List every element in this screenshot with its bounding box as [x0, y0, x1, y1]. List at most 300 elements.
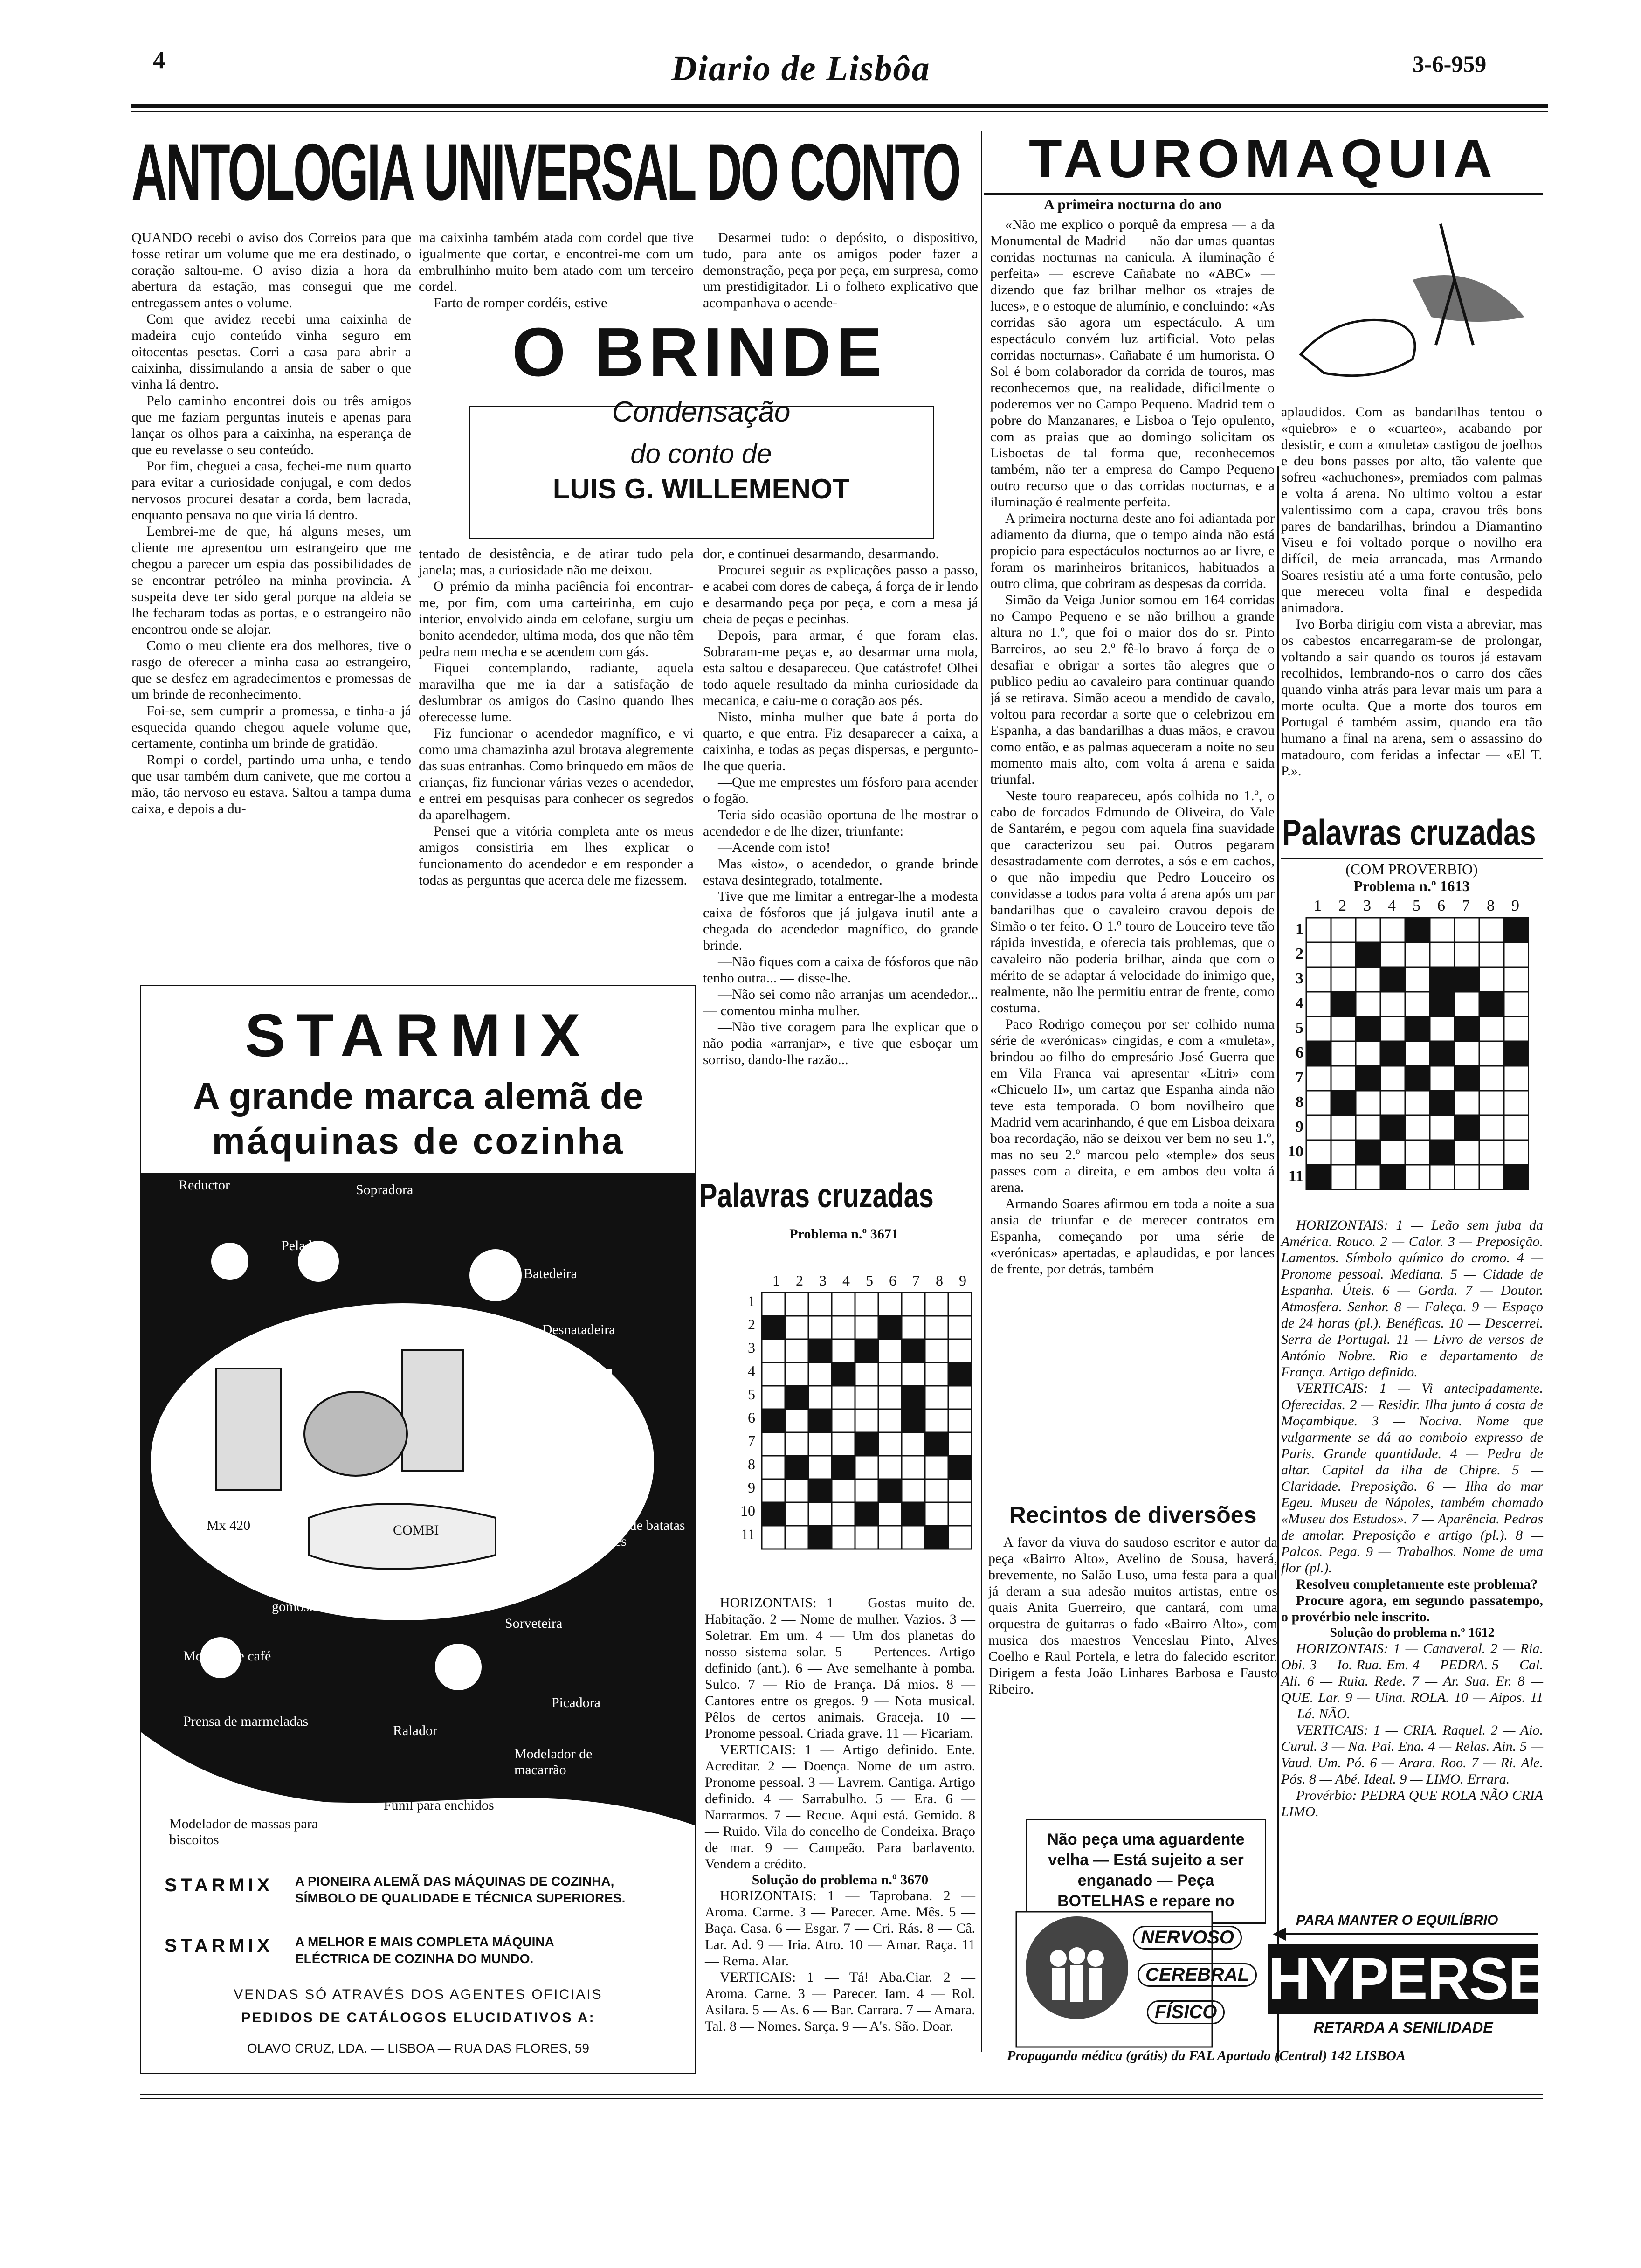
crossword-cell	[948, 1479, 972, 1502]
crossword-cell	[1331, 942, 1356, 967]
crossword-cell	[1331, 1066, 1356, 1091]
crossword-cell	[785, 1386, 808, 1409]
story-column-1	[131, 229, 411, 817]
story-paragraph: Foi-se, sem cumprir a promessa, e tinha-a já esquecida quando chegou aquele volume que, certamente, continha um brinde de gratidão.	[131, 703, 411, 751]
crossword-cell	[1306, 1115, 1331, 1140]
crossword-cell	[902, 1293, 925, 1316]
starmix-tagline: A grande marca alemã de	[193, 1075, 644, 1117]
crossword-problem-number: Problema n.º 3671	[789, 1226, 898, 1242]
crossword-cell	[902, 1409, 925, 1432]
crossword-cell	[1331, 1091, 1356, 1115]
crossword-cell	[1504, 1140, 1529, 1165]
clues-verticais: VERTICAIS: 1 — Artigo definido. Ente. Acreditar. 2 — Doença. Nome de um astro. Pronome pessoal. 3 — Lavrem. Cantiga. Artigo definido. 4 — Sarrabulho. 5 — Era. 6 — Narrarmos. 7 — Recue. Aqui está. Gemido. 8 — Ruido. Vila do concelho de Condeixa. Braço de mar. 9 — Campeão. Para barlavento. Vendem a crédito.	[705, 1742, 975, 1872]
row-number: 9	[748, 1479, 755, 1496]
crossword-right-grid	[1305, 917, 1529, 1190]
crossword-cell	[808, 1502, 832, 1526]
cape-icon	[1413, 275, 1524, 322]
crossword-cell	[1504, 918, 1529, 942]
crossword-cell	[925, 1409, 948, 1432]
crossword-cell	[878, 1339, 902, 1362]
bottom-rule	[140, 2094, 1543, 2095]
crossword-cell	[1306, 1016, 1331, 1041]
solution-horizontais: HORIZONTAIS: 1 — Canaveral. 2 — Ria. Obi. 3 — Io. Rua. Em. 4 — PEDRA. 5 — Cal. Ali. 6 — Ruia. Rede. 7 — Ar. Sua. Er. 8 — QUE. Lar. 9 — Uina. ROLA. 10 — Aipos. 11 — Lá. NÃO.	[1281, 1641, 1543, 1722]
crossword-cell	[855, 1362, 878, 1386]
col-number: 9	[959, 1272, 966, 1289]
starmix-pedidos: PEDIDOS DE CATÁLOGOS ELUCIDATIVOS A:	[241, 2010, 595, 2026]
crossword-cell	[1405, 918, 1430, 942]
crossword-cell	[1504, 942, 1529, 967]
crossword-cell	[878, 1293, 902, 1316]
col-number: 4	[1388, 897, 1396, 914]
row-number: 5	[748, 1386, 755, 1403]
crossword-cell	[925, 1339, 948, 1362]
crossword-cell	[785, 1409, 808, 1432]
mixer-bowl-icon	[304, 1392, 407, 1476]
col-number: 9	[1511, 897, 1519, 914]
crossword-cell	[878, 1362, 902, 1386]
row-number: 4	[748, 1362, 755, 1379]
article-paragraph: A primeira nocturna deste ano foi adiantada por adiamento da diurna, que o tempo ainda não está propicio para espectáculos nocturnos ao ar livre, e foram os marinheiros britanicos, habituados a outro clima, que cobriram as despesas da corrida.	[990, 511, 1275, 591]
crossword-cell	[1504, 1041, 1529, 1066]
crossword-cell	[878, 1502, 902, 1526]
tauromaquia-subtitle: A primeira nocturna do ano	[1043, 196, 1222, 213]
hypersex-ad	[1007, 1907, 1586, 2066]
crossword-cell	[762, 1293, 785, 1316]
starmix-slogan: ELÉCTRICA DE COZINHA DO MUNDO.	[295, 1951, 534, 1966]
row-number: 7	[1296, 1069, 1303, 1086]
hypersex-brand: HYPERSEX	[1268, 1944, 1538, 2014]
story-paragraph: Mas «isto», o acendedor, o grande brinde estava desintegrado, totalmente.	[703, 856, 978, 888]
crossword-cell	[762, 1386, 785, 1409]
crossword-cell	[832, 1479, 855, 1502]
story-paragraph: Farto de romper cordéis, estive	[434, 295, 607, 311]
question-2: Procure agora, em segundo passatempo, o provérbio nele inscrito.	[1281, 1593, 1543, 1625]
crossword-cell	[785, 1526, 808, 1549]
crossword-cell	[808, 1479, 832, 1502]
col-number: 3	[819, 1272, 827, 1289]
starmix-label-sorveteira: Sorveteira	[505, 1616, 563, 1631]
crossword-cell	[832, 1293, 855, 1316]
crossword-cell	[925, 1432, 948, 1456]
starmix-label-funil: Funil para enchidos	[384, 1798, 494, 1813]
crossword-cell	[878, 1526, 902, 1549]
crossword-cell	[902, 1479, 925, 1502]
starmix-label-combi: COMBI	[393, 1522, 439, 1538]
story-paragraph: Com que avidez recebi uma caixinha de madeira cujo conteúdo vinha seguro em oitocentas pesetas. Corri a casa para abrir a caixinha, dissimulando a ansia de saber o que vinha lá dentro.	[131, 311, 411, 392]
story-title: O BRINDE	[512, 314, 887, 391]
crossword-cell	[1380, 1041, 1405, 1066]
article-paragraph: «Não me explico o porquê da empresa — a da Monumental de Madrid — não dar umas quantas corridas nocturnas na canicula. A iluminação é perfeita» — escreve Cañabate no «ABC» — dizendo que faz brilhar melhor os «trajes de luces», e o estoque de alumínio, e concluindo: «As corridas são agora um espectáculo. A um espectáculo convém luz artificial. Voto pelas corridas nocturnas». Cañabate é um humorista. O Sol é bom colaborador da corrida de touros, mas reconhecemos que, na realidade, dificilmente o poderemos ver no Campo Pequeno. Madrid tem o pobre do Manzanares, e Lisboa o Tejo opulento, com as praias que ao domingo solicitam os Lisboetas de tal forma que, reconhecemos também, não ter a empresa do Campo Pequeno outro recurso que o das corridas nocturnas, e a iluminação é realmente perfeita.	[990, 217, 1275, 510]
starmix-label-modelador-macarrao: Modelador de macarrão	[514, 1746, 593, 1777]
starmix-ad	[140, 985, 696, 2074]
crossword-cell	[762, 1362, 785, 1386]
crossword-cell	[1504, 1115, 1529, 1140]
clues-horizontais: HORIZONTAIS: 1 — Gostas muito de. Habitação. 2 — Nome de mulher. Vazios. 3 — Soletrar. Em um. 4 — Um dos planetas do nosso sistema solar. 5 — Pertences. Artigo definido (ant.). 6 — Ave semelhante à pomba. Sulco. 7 — Rio de França. Dá mios. 8 — Cantores entre os gregos. 9 — Nota musical. Pêlos de certos animais. Graceja. 10 — Pronome pessoal. Criada grave. 11 — Ficariam.	[705, 1595, 975, 1741]
crossword-cell	[1430, 1115, 1455, 1140]
question-1: Resolveu completamente este problema?	[1296, 1577, 1538, 1592]
crossword-cell	[878, 1386, 902, 1409]
starmix-label-reductor: Reductor	[179, 1177, 230, 1193]
col-number: 1	[772, 1272, 780, 1289]
crossword-cell	[1504, 1091, 1529, 1115]
col-number: 8	[1487, 897, 1495, 914]
crossword-cell	[808, 1409, 832, 1432]
crossword-cell	[1430, 918, 1455, 942]
story-paragraph: tentado de desistência, e de atirar tudo pela janela; mas, a curiosidade não me deixou.	[419, 546, 694, 578]
row-number: 4	[1296, 995, 1303, 1012]
crossword-cell	[1430, 992, 1455, 1016]
crossword-cell	[1479, 918, 1504, 942]
crossword-cell	[785, 1339, 808, 1362]
crossword-cell	[1430, 1140, 1455, 1165]
starmix-label-ralador: Ralador	[393, 1723, 437, 1738]
crossword-cell	[902, 1432, 925, 1456]
crossword-cell	[1380, 1115, 1405, 1140]
crossword-cell	[1479, 1115, 1504, 1140]
row-number: 11	[741, 1526, 755, 1542]
starmix-label-sopradora: Sopradora	[356, 1182, 414, 1197]
starmix-label-picadora: Picadora	[552, 1695, 600, 1710]
crossword-cell	[948, 1456, 972, 1479]
crossword-cell	[1380, 918, 1405, 942]
solution-title: Solução do problema n.º 1612	[1330, 1625, 1495, 1640]
story-paragraph: —Acende com isto!	[718, 840, 831, 855]
crossword-cell	[1331, 1041, 1356, 1066]
crossword-cell	[1306, 1165, 1331, 1189]
crossword-cell	[1455, 1115, 1479, 1140]
crossword-cell	[948, 1432, 972, 1456]
recintos-text: A favor da viuva do saudoso escritor e autor da peça «Bairro Alto», Avelino de Sousa, haverá, brevemente, no Salão Luso, uma festa para a qual já deram a sua adesão muitos artistas, entre os quais Anita Guerreiro, que cantará, com uma orquestra de guitarras o fado «Bairro Alto», com musica dos maestros Venceslau Pinto, Alves Coelho e Raul Portela, e letra do falecido escritor. Dirigem a festa João Linhares Barbosa e Fausto Ribeiro.	[988, 1535, 1277, 1697]
blender-jar-icon	[216, 1369, 281, 1490]
clues-verticais: VERTICAIS: 1 — Vi antecipadamente. Oferecidas. 2 — Residir. Ilha junto á costa de Moçambique. 3 — Nociva. Nome que vulgarmente se dá ao comboio expresso de Paris. Grande quantidade. 4 — Pedra de altar. Capital da ilha de Chipre. 5 — Claridade. Preposição. 6 — Ilha do mar Egeu. Museu de Nápoles, também chamado «Museu dos Estudos». 7 — Aparência. Pedras de amolar. Preposição e artigo (pl.). 8 — Palcos. Pega. 9 — Trabalhos. Nome de uma flor (pl.).	[1281, 1381, 1543, 1576]
row-number: 11	[1288, 1168, 1303, 1185]
crossword-left-row-numbers	[727, 1293, 755, 1549]
story-paragraph: Por fim, cheguei a casa, fechei-me num quarto para evitar a curiosidade conjugal, e com dedos nervosos procurei desatar a corda, bem lacrada, enquanto pensava no que viria lá dentro.	[131, 458, 411, 523]
row-number: 3	[1296, 970, 1303, 987]
aguardente-text: Não peça uma aguardente velha — Está sujeito a ser enganado — Peça BOTELHAS e repare no	[1047, 1831, 1245, 1910]
crossword-cell	[832, 1339, 855, 1362]
crossword-cell	[1356, 1165, 1380, 1189]
crossword-cell	[832, 1526, 855, 1549]
row-number: 10	[1288, 1143, 1303, 1160]
article-paragraph: Neste touro reapareceu, após colhida no 1.º, o cabo de forcados Edmundo de Oliveira, do Vale de Santarém, e pegou com aquela fina suavidade que caracterizou seu pai. Outros pegaram desastradamente com derrotes, a sós e em cachos, o que não impediu que Pedro Louceiro os convidasse a todos para volta á arena após um par bandarilhas que o cavaleiro cravou depois de Simão o ter feito. O 1.º touro de Louceiro teve tão rápida investida, e oferecia tais problemas, que o cavaleiro não poderia brilhar, ainda que com o mérito de se adaptar á velocidade do inimigo que, realmente, não lhe permitiu entrar de frente, como costuma.	[990, 788, 1275, 1016]
section-headline: ANTOLOGIA UNIVERSAL DO CONTO	[131, 127, 959, 217]
crossword-cell	[762, 1316, 785, 1339]
crossword-cell	[1405, 1041, 1430, 1066]
starmix-slogan: A PIONEIRA ALEMÃ DAS MÁQUINAS DE COZINHA,	[295, 1874, 614, 1888]
starmix-label-centrifugador: Centrifugador de sumos	[552, 1452, 647, 1484]
story-paragraph: Desarmei tudo: o depósito, o dispositivo, tudo, para ante os amigos poder fazer a demonstração, peça por peça, em surpresa, como um prestidigitador. Li o folheto explicativo que acompanhava o acende-	[703, 230, 978, 311]
crossword-cell	[1331, 1140, 1356, 1165]
crossword-cell	[785, 1432, 808, 1456]
crossword-cell	[1306, 1140, 1331, 1165]
article-paragraph: Paco Rodrigo começou por ser colhido numa série de «verónicas» cingidas, e com a «muleta», brindou ao filho do empresário José Guerra que em Vila Franca vai apresentar «Litri» com «Chicuelo II», um cartaz que Espanha ainda não teve esta temporada. O bom novilheiro que Madrid vem acarinhando, é que em Lisboa deixara boa recordação, não se deixou ver bem no seu 1.º, mas no seu 2.º marcou pelo «temple» dos seus passes com a direita, e em ambos deu volta á arena.	[990, 1016, 1275, 1195]
col-number: 7	[1462, 897, 1470, 914]
crossword-cell	[925, 1479, 948, 1502]
crossword-cell	[1479, 1066, 1504, 1091]
starmix-label-batedeira: Batedeira	[524, 1266, 577, 1281]
sorveteira-icon	[435, 1644, 482, 1690]
crossword-cell	[902, 1526, 925, 1549]
col-number: 1	[1314, 897, 1322, 914]
story-paragraph: —Não sei como não arranjas um acendedor... — comentou minha mulher.	[703, 987, 978, 1018]
crossword-cell	[832, 1386, 855, 1409]
story-paragraph: Fiz funcionar o acendedor magnífico, e vi como uma chamazinha azul brotava alegremente das suas entranhas. Como brinquedo em mãos de crianças, fiz funcionar várias vezes o acendedor, e entrei em pesquisas para conhecer os segredos da aparelhagem.	[419, 726, 694, 823]
crossword-cell	[832, 1316, 855, 1339]
crossword-cell	[762, 1502, 785, 1526]
solution-verticais: VERTICAIS: 1 — Tá! Aba.Ciar. 2 — Aroma. Carne. 3 — Parecer. Iam. 4 — Rol. Asilara. 5 — As. 6 — Bar. Carrara. 7 — Amara. Tal. 8 — Nomes. Sarça. 9 — A's. São. Doar.	[705, 1970, 975, 2034]
bottom-rule	[140, 2098, 1543, 2099]
crossword-cell	[948, 1409, 972, 1432]
story-paragraph: —Que me emprestes um fósforo para acender o fogão.	[703, 774, 978, 806]
story-paragraph: Como o meu cliente era dos melhores, tive o rasgo de oferecer a minha casa ao estrangeiro, que se desfez em agradecimentos e promessas de um brinde de reconhecimento.	[131, 638, 411, 702]
hypersex-nervoso: NERVOSO	[1133, 1926, 1242, 1950]
story-paragraph: Nisto, minha mulher que bate á porta do quarto, e que entra. Fiz desaparecer a caixa, a caixinha, e todas as peças dispersas, e pergunto-lhe que queria.	[703, 709, 978, 774]
crossword-cell	[1405, 1016, 1430, 1041]
tauromaquia-column-2	[1281, 404, 1542, 779]
row-number: 1	[748, 1293, 755, 1309]
row-number: 8	[748, 1456, 755, 1473]
starmix-label-modelador-massas: Modelador de massas para biscoitos	[169, 1816, 318, 1847]
crossword-cell	[1504, 1016, 1529, 1041]
crossword-cell	[832, 1362, 855, 1386]
starmix-slogan: SÍMBOLO DE QUALIDADE E TÉCNICA SUPERIORES.	[295, 1891, 626, 1905]
story-paragraph: Pelo caminho encontrei dois ou três amigos que me faziam perguntas inuteis e apenas para lançar os olhos para a caixinha, na esperança de que eu revelasse o seu conteúdo.	[131, 393, 411, 457]
crossword-cell	[808, 1456, 832, 1479]
starmix-brand: STARMIX	[245, 1001, 592, 1069]
crossword-cell	[1380, 942, 1405, 967]
col-number: 2	[796, 1272, 803, 1289]
crossword-cell	[1405, 1091, 1430, 1115]
crossword-cell	[1455, 942, 1479, 967]
row-number: 6	[748, 1409, 755, 1426]
crossword-cell	[808, 1386, 832, 1409]
crossword-cell	[785, 1316, 808, 1339]
crossword-cell	[1331, 992, 1356, 1016]
crossword-cell	[855, 1502, 878, 1526]
crossword-cell	[785, 1362, 808, 1386]
crossword-cell	[1430, 1091, 1455, 1115]
story-paragraph: QUANDO recebi o aviso dos Correios para que fosse retirar um volume que me era destinado, o coração saltou-me. O aviso dizia a hora da abertura da estação, mas consegui que me entregassem antes o volume.	[131, 230, 411, 311]
crossword-cell	[1331, 1115, 1356, 1140]
do-conto-label: do conto de	[630, 439, 772, 469]
crossword-cell	[1380, 1066, 1405, 1091]
crossword-left-grid	[761, 1292, 975, 1551]
story-paragraph: ma caixinha também atada com cordel que tive igualmente que cortar, e encontrei-me com um embrulhinho muito bem atado com um terceiro cordel.	[419, 230, 694, 294]
column-divider	[981, 131, 982, 2052]
crossword-cell	[1455, 1041, 1479, 1066]
crossword-cell	[925, 1526, 948, 1549]
col-number: 5	[1413, 897, 1420, 914]
arrow-left-icon	[1273, 1928, 1286, 1941]
arrow-line	[1286, 1933, 1538, 1935]
crossword-cell	[902, 1502, 925, 1526]
starmix-label-prensa: Prensa de marmeladas	[183, 1714, 309, 1729]
author-name: LUIS G. WILLEMENOT	[552, 473, 850, 505]
crossword-cell	[1331, 967, 1356, 992]
solution-title: Solução do problema n.º 3670	[752, 1872, 929, 1888]
starmix-label-cortadora: Cortadora de batatas e legumes	[570, 1518, 685, 1549]
tauromaquia-rule	[984, 193, 1543, 195]
solution-horizontais: HORIZONTAIS: 1 — Taprobana. 2 — Aroma. Carme. 3 — Parecer. Ame. Mês. 5 — Baça. Casa. 6 — Esgar. 7 — Cri. Rás. 8 — Câ. Lar. Ad. 9 — Iria. Atro. 10 — Amar. Raça. 11 — Rema. Alar.	[705, 1888, 975, 1969]
crossword-left-clues	[705, 1595, 975, 2034]
crossword-cell	[855, 1316, 878, 1339]
crossword-cell	[1380, 967, 1405, 992]
crossword-cell	[878, 1432, 902, 1456]
article-paragraph: Ivo Borba dirigiu com vista a abreviar, mas os cabestos encarregaram-se de prolongar, voltando a sair quando os touros já estavam recolhidos, lembrando-nos o carro dos cães quando vinha atrás para levar mais um para a morte oculta. Que a morte dos touros em Portugal é também assim, quando era tão humano a final na arena, sem o assassino do matadouro, com feridas a infectar — «El T. P.».	[1281, 616, 1542, 779]
crossword-cell	[902, 1362, 925, 1386]
starmix-label-desnatadeira: Desnatadeira	[542, 1322, 615, 1337]
story-column-2-top	[419, 229, 694, 311]
col-number: 4	[842, 1272, 850, 1289]
crossword-cell	[1380, 1091, 1405, 1115]
crossword-cell	[1479, 1041, 1504, 1066]
crossword-cell	[1380, 1016, 1405, 1041]
article-paragraph: Armando Soares afirmou em toda a noite a sua ansia de triunfar e de merecer contratos em Espanha, começando por uma série de «verónicas» apertadas, e aplaudidas, e por lances de frente, por detrás, também	[990, 1196, 1275, 1277]
story-paragraph: Lembrei-me de que, há alguns meses, um cliente me apresentou um estrangeiro que me chegou a parecer um espia das possibilidades de se encontrar petróleo na minha provincia. A suspeita deve ter sido geral porque na aldeia se lhe fecharam todas as portas, e o estrangeiro não encontrou onde se alojar.	[131, 524, 411, 637]
crossword-cell	[855, 1479, 878, 1502]
crossword-cell	[902, 1339, 925, 1362]
crossword-cell	[1430, 967, 1455, 992]
proverbio: Provérbio: PEDRA QUE ROLA NÃO CRIA LIMO.	[1281, 1788, 1543, 1819]
desnatadeira-icon	[561, 1369, 612, 1406]
crossword-cell	[855, 1339, 878, 1362]
article-paragraph: Simão da Veiga Junior somou em 164 corridas no Campo Pequeno e se não brilhou a grande altura no 1.º, que foi o maior dos do sr. Pinto Barreiros, ao seu 2.º fê-lo bravo á força de o desafiar e obrigar a sortes tão alegres que o publico pediu ao cavaleiro para continuar quando já se retirava. Simão aceou a mendido de cavalo, voltou para recordar a sorte que o celebrizou em Espanha, a das bandarilhas a duas mãos, e cravou como então, e as palmas aqueceram a noite no seu momento mais alto, com volta á arena e saida triunfal.	[990, 592, 1275, 787]
crossword-cell	[1306, 918, 1331, 942]
row-number: 7	[748, 1432, 755, 1449]
col-number: 2	[1338, 897, 1346, 914]
crossword-cell	[1455, 992, 1479, 1016]
crossword-cell	[948, 1502, 972, 1526]
crossword-cell	[1331, 1165, 1356, 1189]
crossword-cell	[855, 1386, 878, 1409]
story-paragraph: Depois, para armar, é que foram elas. Sobraram-me peças e, ao desarmar uma mola, esta saltou e desapareceu. Que catástrofe! Olhei todo aquele resultado da minha curiosidade da mecanica, e caiu-me o coração aos pés.	[703, 628, 978, 708]
story-paragraph: O prémio da minha paciência foi encontrar-me, por fim, com uma carteirinha, em cujo interior, envolvido ainda em celofane, surgiu um bonito acendedor, ultima moda, dos que não têm pedra nem mecha e se acendem com gás.	[419, 579, 694, 659]
crossword-cell	[1479, 1165, 1504, 1189]
crossword-cell	[1405, 1066, 1430, 1091]
story-paragraph: Tive que me limitar a entregar-lhe a modesta caixa de fósforos que já julgava inutil ante a chegada do acendedor magnífico, do grande brinde.	[703, 889, 978, 953]
condensacao-label: Condensação	[612, 396, 791, 428]
crossword-cell	[925, 1502, 948, 1526]
crossword-cell	[925, 1316, 948, 1339]
crossword-cell	[902, 1316, 925, 1339]
crossword-cell	[1504, 1165, 1529, 1189]
tauromaquia-column-1	[990, 216, 1275, 1277]
crossword-cell	[832, 1502, 855, 1526]
crossword-cell	[925, 1456, 948, 1479]
crossword-right-clues	[1281, 1217, 1543, 1820]
crossword-cell	[948, 1526, 972, 1549]
crossword-cell	[808, 1362, 832, 1386]
crossword-cell	[1455, 967, 1479, 992]
crossword-cell	[1356, 918, 1380, 942]
starmix-label-espremedor: Espremedor de frutos gomosos	[272, 1583, 393, 1614]
crossword-cell	[785, 1456, 808, 1479]
crossword-cell	[1455, 1165, 1479, 1189]
crossword-cell	[1479, 1091, 1504, 1115]
crossword-cell	[1380, 1165, 1405, 1189]
crossword-cell	[1356, 1115, 1380, 1140]
crossword-cell	[855, 1526, 878, 1549]
crossword-cell	[1356, 1016, 1380, 1041]
col-number: 6	[889, 1272, 896, 1289]
crossword-cell	[1356, 942, 1380, 967]
article-paragraph: aplaudidos. Com as bandarilhas tentou o «quiebro» e o «cuarteo», acabando por desistir, e com a «muleta» castigou de joelhos e deu bons passes por alto, tão valente que sofreu «achuchones», premiados com palmas e volta á arena. No ultimo voltou a estar valentissimo com a capa, cravou três bons pares de bandarilhas, brindou a Diamantino Viseu e foi voltado porque o novilho era difícil, de meia arrancada, mas Armando Soares resistiu até a uma forte contusão, pelo que mereceu volta final e despedida animadora.	[1281, 404, 1542, 615]
crossword-right-col-numbers	[1305, 897, 1528, 915]
crossword-cell	[762, 1409, 785, 1432]
crossword-cell	[948, 1339, 972, 1362]
crossword-cell	[855, 1293, 878, 1316]
crossword-cell	[1380, 992, 1405, 1016]
solution-verticais: VERTICAIS: 1 — CRIA. Raquel. 2 — Aio. Curul. 3 — Na. Pai. Ena. 4 — Relas. Ain. 5 — Vaud. Um. Pó. 6 — Arara. Roo. 7 — Ri. Ale. Pós. 8 — Abé. Ideal. 9 — LIMO. Errara.	[1281, 1722, 1543, 1787]
bullfighter-illustration	[1282, 205, 1543, 396]
crossword-cell	[948, 1386, 972, 1409]
crossword-cell	[925, 1293, 948, 1316]
crossword-cell	[1356, 1140, 1380, 1165]
crossword-cell	[878, 1409, 902, 1432]
story-column-3-bottom	[703, 546, 978, 1068]
crossword-cell	[762, 1432, 785, 1456]
tauromaquia-title: TAUROMAQUIA	[1028, 128, 1498, 189]
crossword-cell	[925, 1362, 948, 1386]
crossword-cell	[762, 1526, 785, 1549]
starmix-label-peladora: Peladora	[281, 1238, 330, 1253]
crossword-cell	[902, 1386, 925, 1409]
story-paragraph: dor, e continuei desarmando, desarmando.	[703, 546, 939, 561]
story-paragraph: Fiquei contemplando, radiante, aquela maravilha que me ia dar a satisfação de deslumbrar os amigos do Casino quando lhes oferecesse lume.	[419, 660, 694, 725]
crossword-cell	[832, 1432, 855, 1456]
crossword-cell	[1405, 1165, 1430, 1189]
crossword-right-row-numbers	[1285, 917, 1303, 1189]
row-number: 8	[1296, 1093, 1303, 1111]
crossword-cell	[1306, 942, 1331, 967]
row-number: 5	[1296, 1019, 1303, 1037]
story-column-2-bottom	[419, 546, 694, 888]
crossword-cell	[1356, 967, 1380, 992]
crossword-cell	[1380, 1140, 1405, 1165]
crossword-cell	[1479, 942, 1504, 967]
crossword-cell	[808, 1293, 832, 1316]
starmix-vendas: VENDAS SÓ ATRAVÉS DOS AGENTES OFICIAIS	[234, 1987, 603, 2002]
blender-jar-icon	[402, 1350, 463, 1471]
crossword-cell	[1430, 1066, 1455, 1091]
crossword-cell	[1356, 992, 1380, 1016]
crossword-cell	[1479, 1016, 1504, 1041]
crossword-cell	[948, 1362, 972, 1386]
crossword-cell	[1306, 967, 1331, 992]
crossword-cell	[785, 1293, 808, 1316]
crossword-cell	[1331, 1016, 1356, 1041]
story-paragraph: Procurei seguir as explicações passo a passo, e acabei com dores de cabeça, á força de ir lendo e desarmando peça por peça, e com a mesa já cheia de peças e pecinhas.	[703, 562, 978, 627]
crossword-cell	[1356, 1041, 1380, 1066]
hypersex-cerebral: CEREBRAL	[1138, 1963, 1257, 1987]
crossword-cell	[1479, 992, 1504, 1016]
starmix-label-mx420: Mx 420	[207, 1518, 251, 1533]
crossword-cell	[1306, 1041, 1331, 1066]
crossword-cell	[832, 1409, 855, 1432]
crossword-cell	[808, 1339, 832, 1362]
crossword-cell	[1455, 1091, 1479, 1115]
crossword-cell	[948, 1316, 972, 1339]
crossword-cell	[1306, 1091, 1331, 1115]
crossword-rule	[1281, 858, 1543, 859]
crossword-cell	[902, 1456, 925, 1479]
crossword-cell	[878, 1479, 902, 1502]
crossword-cell	[762, 1479, 785, 1502]
hypersex-retarda: RETARDA A SENILIDADE	[1313, 2019, 1493, 2036]
crossword-cell	[808, 1526, 832, 1549]
story-paragraph: —Não tive coragem para lhe explicar que o não podia «arranjar», e tive que esboçar um sorriso, dando-lhe razão...	[703, 1019, 978, 1067]
